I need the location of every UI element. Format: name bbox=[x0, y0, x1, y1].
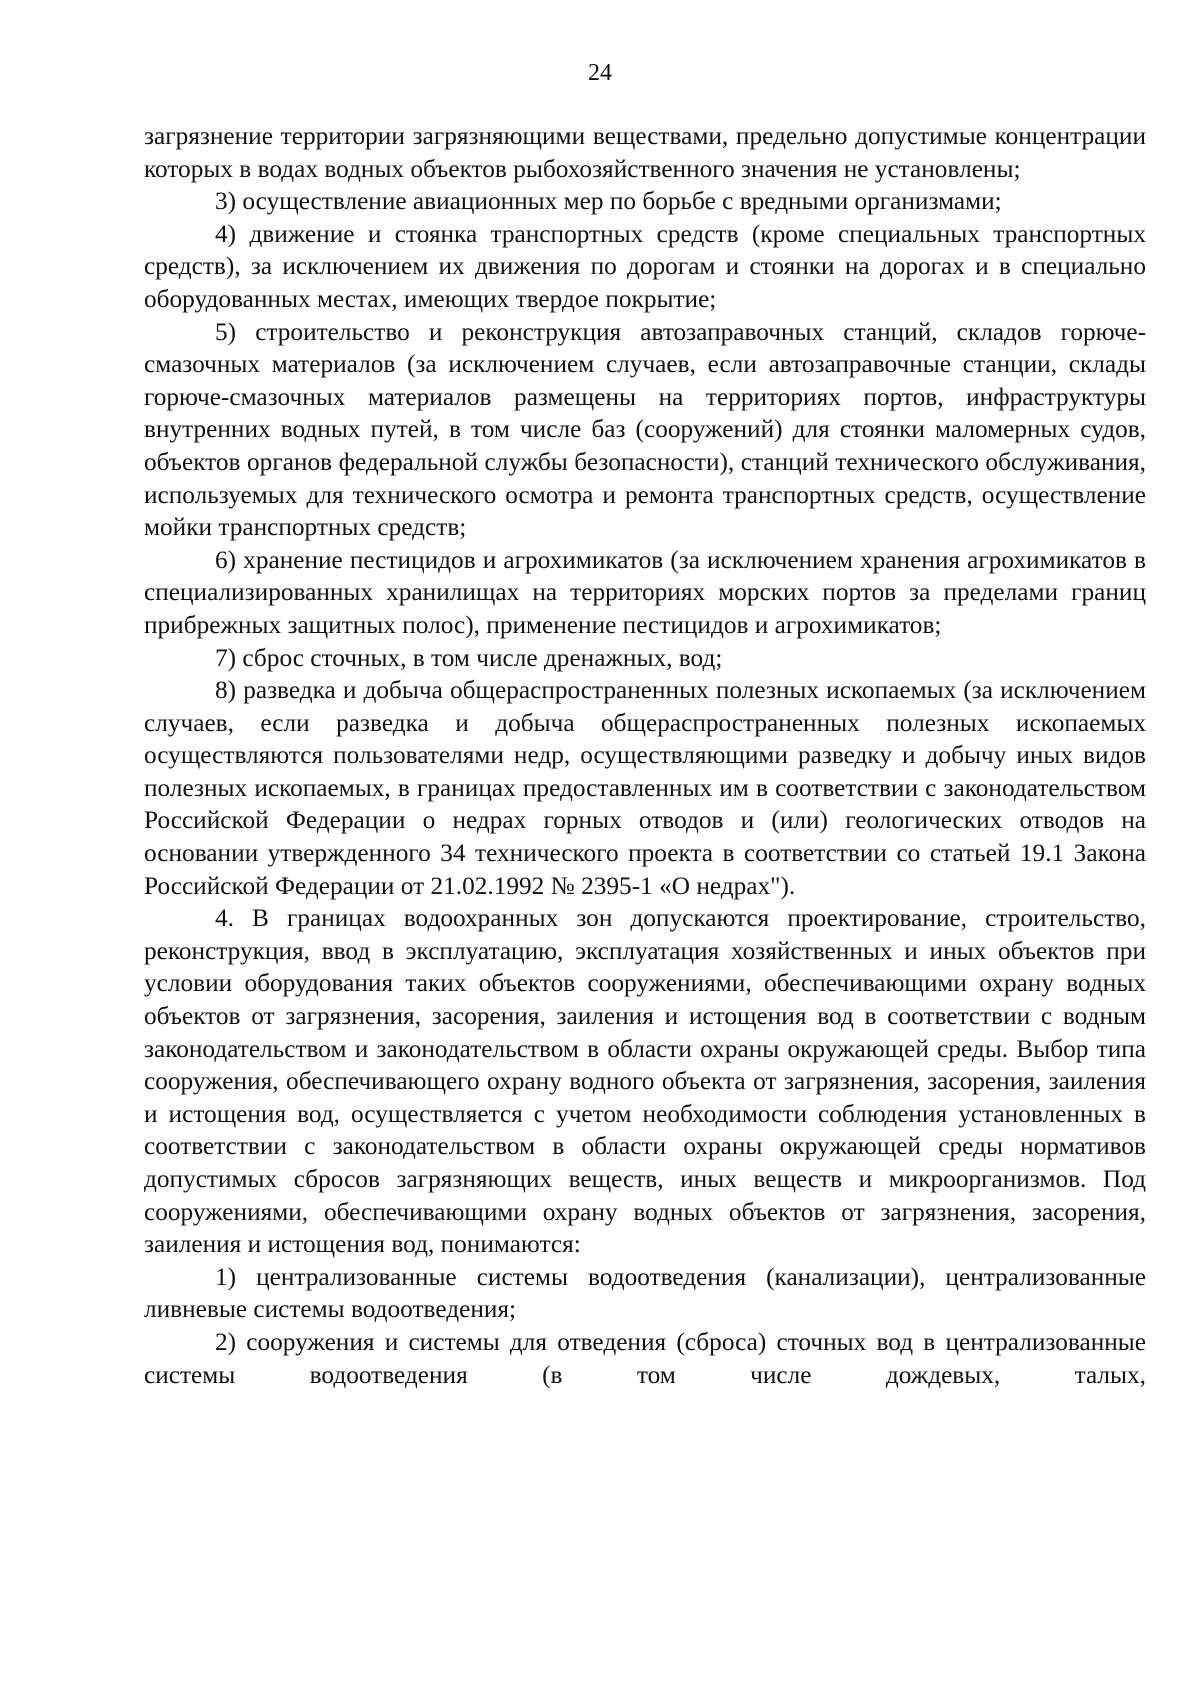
document-body bbox=[144, 120, 1146, 1391]
sublist-item-2: 2) сооружения и системы для отведения (сброса) сточных вод в централизованные системы водоотведения (в том числе дождевых, талых, bbox=[144, 1327, 1146, 1389]
paragraph-continuation: загрязнение территории загрязняющими веществами, предельно допустимые концентрации которых в водах водных объектов рыбохозяйственного значения не установлены; bbox=[144, 122, 1146, 183]
list-item-4: 4) движение и стоянка транспортных средств (кроме специальных транспортных средств), за исключением их движения по дорогам и стоянки на дорогах и в специально оборудованных местах, имеющих твердое покрытие; bbox=[144, 219, 1146, 313]
list-item-6: 6) хранение пестицидов и агрохимикатов (за исключением хранения агрохимикатов в специализированных хранилищах на территориях морских портов за пределами границ прибрежных защитных полос), применение пестицидов и агрохимикатов; bbox=[144, 545, 1146, 639]
list-item-7: 7) сброс сточных, в том числе дренажных, вод; bbox=[215, 643, 723, 672]
list-item-8: 8) разведка и добыча общераспространенных полезных ископаемых (за исключением случаев, если разведка и добыча общераспространенных полезных ископаемых осуществляются пользователями недр, осуществляющими разведку и добычу иных видов полезных ископаемых, в границах предоставленных им в соответствии с законодательством Российской Федерации о недрах горных отводов и (или) геологических отводов на основании утвержденного 34 технического проекта в соответствии со статьей 19.1 Закона Российской Федерации от 21.02.1992 № 2395-1 «О недрах"). bbox=[144, 676, 1146, 900]
sublist-item-1: 1) централизованные системы водоотведения (канализации), централизованные ливневые системы водоотведения; bbox=[144, 1262, 1146, 1324]
page-number: 24 bbox=[588, 60, 612, 86]
list-item-3: 3) осуществление авиационных мер по борьбе с вредными организмами; bbox=[215, 187, 1002, 216]
list-item-5: 5) строительство и реконструкция автозаправочных станций, складов горюче-смазочных материалов (за исключением случаев, если автозаправочные станции, склады горюче-смазочных материалов размещены на территориях портов, инфраструктуры внутренних водных путей, в том числе баз (сооружений) для стоянки маломерных судов, объектов органов федеральной службы безопасности), станций технического обслуживания, используемых для технического осмотра и ремонта транспортных средств, осуществление мойки транспортных средств; bbox=[144, 317, 1146, 542]
section-4-paragraph: 4. В границах водоохранных зон допускаются проектирование, строительство, реконструкция, ввод в эксплуатацию, эксплуатация хозяйственных и иных объектов при условии оборудования таких объектов сооружениями, обеспечивающими охрану водных объектов от загрязнения, засорения, заиления и истощения вод в соответствии с водным законодательством и законодательством в области охраны окружающей среды. Выбор типа сооружения, обеспечивающего охрану водного объекта от загрязнения, засорения, заиления и истощения вод, осуществляется с учетом необходимости соблюдения установленных в соответствии с законодательством в области охраны окружающей среды нормативов допустимых сбросов загрязняющих веществ, иных веществ и микроорганизмов. Под сооружениями, обеспечивающими охрану водных объектов от загрязнения, засорения, заиления и истощения вод, понимаются: bbox=[144, 904, 1146, 1259]
